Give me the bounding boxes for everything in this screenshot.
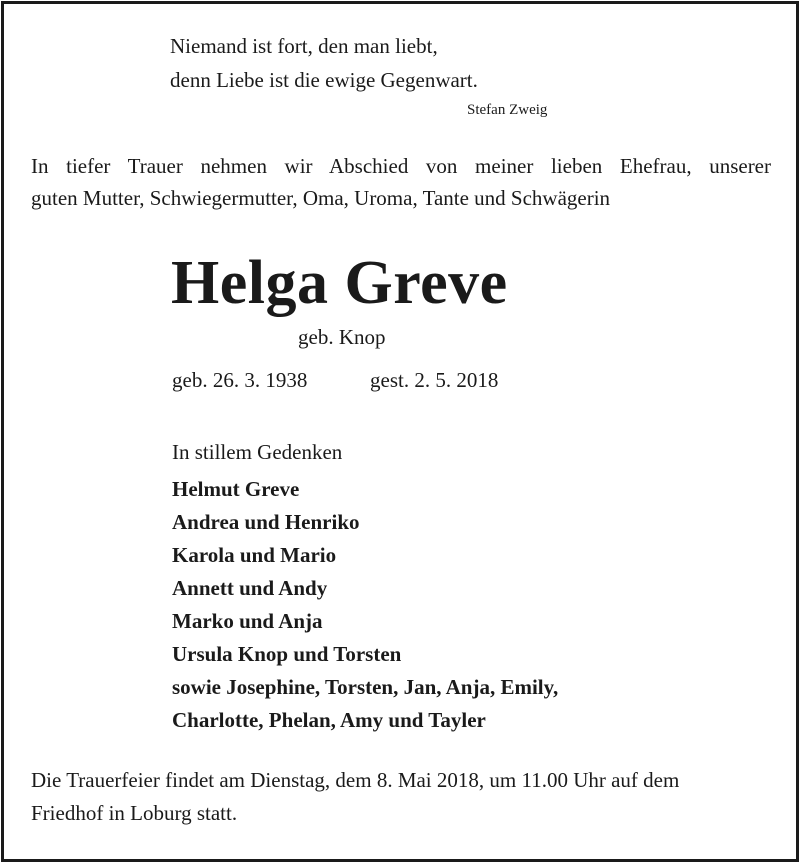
maiden-name: geb. Knop <box>298 325 386 349</box>
mourners-heading: In stillem Gedenken <box>172 440 343 464</box>
quote-line-2: denn Liebe ist die ewige Gegenwart. <box>170 68 478 92</box>
mourners-list <box>172 473 558 737</box>
mourner-name: Charlotte, Phelan, Amy und Tayler <box>172 708 486 732</box>
mourner-name: Annett und Andy <box>172 576 328 600</box>
death-date: gest. 2. 5. 2018 <box>370 368 499 392</box>
mourner-name: Karola und Mario <box>172 543 337 567</box>
mourner-name: Marko und Anja <box>172 609 323 633</box>
mourner-name: Helmut Greve <box>172 477 300 501</box>
mourner-name: Ursula Knop und Torsten <box>172 642 402 666</box>
intro-line-2: guten Mutter, Schwiegermutter, Oma, Uroma, Tante und Schwägerin <box>31 186 611 210</box>
service-line-1: Die Trauerfeier findet am Dienstag, dem 8. Mai 2018, um 11.00 Uhr auf dem <box>31 768 680 792</box>
mourner-name: sowie Josephine, Torsten, Jan, Anja, Emily, <box>172 675 559 699</box>
birth-date: geb. 26. 3. 1938 <box>172 368 308 392</box>
deceased-name: Helga Greve <box>171 249 508 317</box>
mourner-name: Andrea und Henriko <box>172 510 360 534</box>
service-line-2: Friedhof in Loburg statt. <box>31 801 238 825</box>
quote-author: Stefan Zweig <box>467 102 548 118</box>
quote-line-1: Niemand ist fort, den man liebt, <box>170 34 438 58</box>
intro-line-1: In tiefer Trauer nehmen wir Abschied von meiner lieben Ehefrau, unserer <box>31 154 771 178</box>
